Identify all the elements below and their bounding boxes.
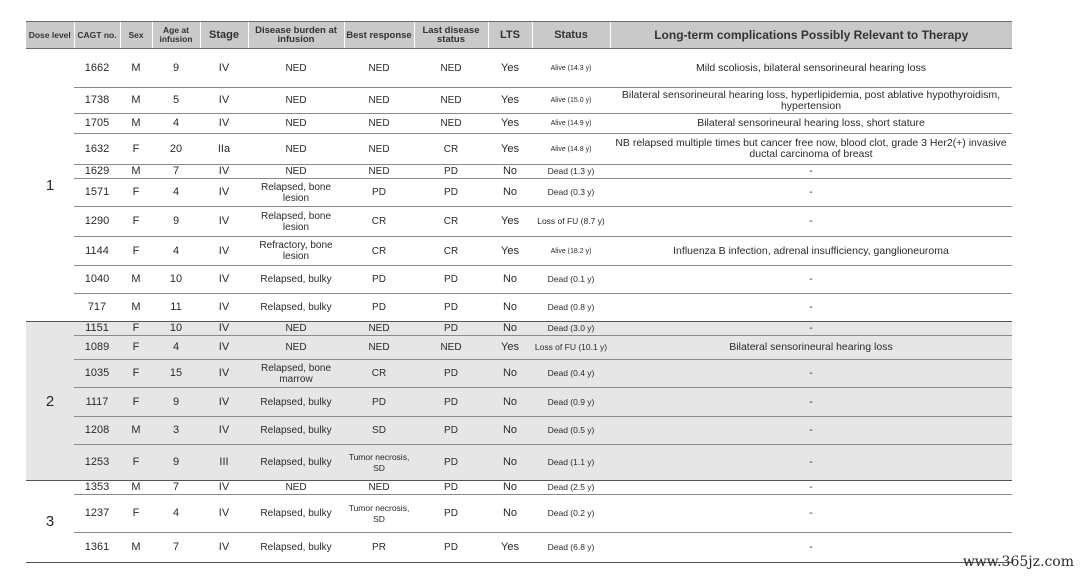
- age-cell: 7: [152, 533, 200, 563]
- header-best-response: Best response: [344, 22, 414, 49]
- lts-cell: Yes: [488, 88, 532, 114]
- best-response-cell: Tumor necrosis, SD: [344, 495, 414, 533]
- best-response-cell: PD: [344, 179, 414, 207]
- best-response-cell: NED: [344, 481, 414, 495]
- lts-cell: No: [488, 417, 532, 445]
- sex-cell: F: [120, 336, 152, 360]
- status-cell: Dead (0.5 y): [532, 417, 610, 445]
- best-response-cell: PD: [344, 266, 414, 294]
- last-status-cell: PD: [414, 294, 488, 322]
- header-last-status: Last disease status: [414, 22, 488, 49]
- stage-cell: IV: [200, 388, 248, 417]
- sex-cell: F: [120, 134, 152, 165]
- complications-cell: -: [610, 495, 1012, 533]
- age-cell: 4: [152, 237, 200, 266]
- burden-cell: Refractory, bone lesion: [248, 237, 344, 266]
- status-cell: Alive (14.3 y): [532, 49, 610, 88]
- best-response-cell: NED: [344, 134, 414, 165]
- status-cell: Dead (0.4 y): [532, 360, 610, 388]
- cagt-cell: 1237: [74, 495, 120, 533]
- status-cell: Alive (14.9 y): [532, 114, 610, 134]
- table-row: [26, 445, 1012, 481]
- status-cell: Dead (0.1 y): [532, 266, 610, 294]
- burden-cell: Relapsed, bone lesion: [248, 179, 344, 207]
- complications-cell: -: [610, 388, 1012, 417]
- lts-cell: No: [488, 360, 532, 388]
- last-status-cell: PD: [414, 533, 488, 563]
- lts-cell: No: [488, 179, 532, 207]
- lts-cell: Yes: [488, 237, 532, 266]
- age-cell: 9: [152, 207, 200, 237]
- lts-cell: No: [488, 294, 532, 322]
- dose-level-cell: 1: [26, 49, 74, 322]
- complications-cell: Influenza B infection, adrenal insufficiency, ganglioneuroma: [610, 237, 1012, 266]
- dose-group-2: [26, 322, 1012, 481]
- last-status-cell: CR: [414, 134, 488, 165]
- stage-cell: IV: [200, 207, 248, 237]
- last-status-cell: CR: [414, 207, 488, 237]
- dose-level-cell: 3: [26, 481, 74, 563]
- lts-cell: Yes: [488, 114, 532, 134]
- stage-cell: III: [200, 445, 248, 481]
- table-header: [26, 22, 1012, 49]
- dose-group-1: [26, 49, 1012, 322]
- cagt-cell: 717: [74, 294, 120, 322]
- lts-cell: No: [488, 266, 532, 294]
- complications-cell: Bilateral sensorineural hearing loss, short stature: [610, 114, 1012, 134]
- complications-cell: -: [610, 294, 1012, 322]
- lts-cell: No: [488, 445, 532, 481]
- burden-cell: NED: [248, 481, 344, 495]
- sex-cell: M: [120, 114, 152, 134]
- sex-cell: M: [120, 165, 152, 179]
- stage-cell: IV: [200, 360, 248, 388]
- header-complications: Long-term complications Possibly Relevant to Therapy: [610, 22, 1012, 49]
- status-cell: Alive (14.8 y): [532, 134, 610, 165]
- status-cell: Dead (1.1 y): [532, 445, 610, 481]
- complications-cell: -: [610, 179, 1012, 207]
- header-status: Status: [532, 22, 610, 49]
- table-row: [26, 165, 1012, 179]
- stage-cell: IV: [200, 481, 248, 495]
- age-cell: 20: [152, 134, 200, 165]
- last-status-cell: CR: [414, 237, 488, 266]
- stage-cell: IV: [200, 495, 248, 533]
- clinical-outcomes-table: [26, 21, 1012, 563]
- header-disease-burden: Disease burden at infusion: [248, 22, 344, 49]
- last-status-cell: PD: [414, 179, 488, 207]
- cagt-cell: 1040: [74, 266, 120, 294]
- burden-cell: NED: [248, 114, 344, 134]
- status-cell: Loss of FU (10.1 y): [532, 336, 610, 360]
- stage-cell: IV: [200, 533, 248, 563]
- age-cell: 9: [152, 445, 200, 481]
- cagt-cell: 1353: [74, 481, 120, 495]
- age-cell: 9: [152, 49, 200, 88]
- table-row: [26, 322, 1012, 336]
- complications-cell: -: [610, 445, 1012, 481]
- table-row: [26, 495, 1012, 533]
- cagt-cell: 1290: [74, 207, 120, 237]
- sex-cell: F: [120, 322, 152, 336]
- lts-cell: No: [488, 165, 532, 179]
- header-stage: Stage: [200, 22, 248, 49]
- complications-cell: -: [610, 360, 1012, 388]
- stage-cell: IV: [200, 237, 248, 266]
- cagt-cell: 1571: [74, 179, 120, 207]
- table-row: [26, 388, 1012, 417]
- burden-cell: Relapsed, bulky: [248, 417, 344, 445]
- stage-cell: IV: [200, 322, 248, 336]
- age-cell: 9: [152, 388, 200, 417]
- lts-cell: Yes: [488, 336, 532, 360]
- stage-cell: IV: [200, 266, 248, 294]
- watermark-text: www.365jz.com: [962, 554, 1074, 570]
- header-lts: LTS: [488, 22, 532, 49]
- best-response-cell: CR: [344, 207, 414, 237]
- complications-cell: Bilateral sensorineural hearing loss: [610, 336, 1012, 360]
- stage-cell: IV: [200, 336, 248, 360]
- complications-cell: -: [610, 481, 1012, 495]
- header-age: Age at infusion: [152, 22, 200, 49]
- burden-cell: NED: [248, 336, 344, 360]
- cagt-cell: 1632: [74, 134, 120, 165]
- sex-cell: M: [120, 481, 152, 495]
- best-response-cell: NED: [344, 88, 414, 114]
- status-cell: Dead (3.0 y): [532, 322, 610, 336]
- complications-cell: Mild scoliosis, bilateral sensorineural hearing loss: [610, 49, 1012, 88]
- stage-cell: IV: [200, 165, 248, 179]
- lts-cell: Yes: [488, 533, 532, 563]
- cagt-cell: 1253: [74, 445, 120, 481]
- lts-cell: Yes: [488, 207, 532, 237]
- stage-cell: IV: [200, 49, 248, 88]
- age-cell: 4: [152, 336, 200, 360]
- complications-cell: -: [610, 533, 1012, 563]
- burden-cell: Relapsed, bulky: [248, 445, 344, 481]
- sex-cell: F: [120, 207, 152, 237]
- table-row: [26, 360, 1012, 388]
- lts-cell: No: [488, 481, 532, 495]
- stage-cell: IIa: [200, 134, 248, 165]
- burden-cell: Relapsed, bulky: [248, 294, 344, 322]
- table-row: [26, 417, 1012, 445]
- best-response-cell: SD: [344, 417, 414, 445]
- table-row: [26, 237, 1012, 266]
- header-sex: Sex: [120, 22, 152, 49]
- age-cell: 4: [152, 495, 200, 533]
- best-response-cell: NED: [344, 165, 414, 179]
- burden-cell: NED: [248, 49, 344, 88]
- best-response-cell: CR: [344, 237, 414, 266]
- complications-cell: -: [610, 266, 1012, 294]
- status-cell: Dead (0.3 y): [532, 179, 610, 207]
- age-cell: 5: [152, 88, 200, 114]
- status-cell: Dead (0.8 y): [532, 294, 610, 322]
- last-status-cell: PD: [414, 417, 488, 445]
- table-row: [26, 294, 1012, 322]
- lts-cell: Yes: [488, 49, 532, 88]
- burden-cell: Relapsed, bulky: [248, 388, 344, 417]
- sex-cell: F: [120, 495, 152, 533]
- table-row: [26, 114, 1012, 134]
- complications-cell: Bilateral sensorineural hearing loss, hyperlipidemia, post ablative hypothyroidism, hypertension: [610, 88, 1012, 114]
- status-cell: Alive (15.0 y): [532, 88, 610, 114]
- complications-cell: -: [610, 417, 1012, 445]
- last-status-cell: NED: [414, 88, 488, 114]
- sex-cell: M: [120, 533, 152, 563]
- sex-cell: F: [120, 360, 152, 388]
- sex-cell: M: [120, 88, 152, 114]
- lts-cell: No: [488, 388, 532, 417]
- last-status-cell: PD: [414, 266, 488, 294]
- burden-cell: NED: [248, 88, 344, 114]
- burden-cell: Relapsed, bulky: [248, 495, 344, 533]
- sex-cell: F: [120, 179, 152, 207]
- complications-cell: -: [610, 207, 1012, 237]
- age-cell: 4: [152, 114, 200, 134]
- table-row: [26, 533, 1012, 563]
- last-status-cell: PD: [414, 445, 488, 481]
- dose-level-cell: 2: [26, 322, 74, 481]
- sex-cell: F: [120, 388, 152, 417]
- complications-cell: NB relapsed multiple times but cancer free now, blood clot, grade 3 Her2(+) invasive ductal carcinoma of breast: [610, 134, 1012, 165]
- best-response-cell: NED: [344, 49, 414, 88]
- dose-group-3: [26, 481, 1012, 563]
- cagt-cell: 1035: [74, 360, 120, 388]
- table-row: [26, 49, 1012, 88]
- table-row: [26, 88, 1012, 114]
- last-status-cell: PD: [414, 481, 488, 495]
- burden-cell: NED: [248, 134, 344, 165]
- age-cell: 11: [152, 294, 200, 322]
- cagt-cell: 1361: [74, 533, 120, 563]
- table-row: [26, 134, 1012, 165]
- last-status-cell: PD: [414, 165, 488, 179]
- lts-cell: No: [488, 322, 532, 336]
- burden-cell: Relapsed, bulky: [248, 533, 344, 563]
- status-cell: Dead (6.8 y): [532, 533, 610, 563]
- complications-cell: -: [610, 165, 1012, 179]
- sex-cell: F: [120, 445, 152, 481]
- cagt-cell: 1144: [74, 237, 120, 266]
- burden-cell: Relapsed, bone lesion: [248, 207, 344, 237]
- table-row: [26, 207, 1012, 237]
- age-cell: 4: [152, 179, 200, 207]
- age-cell: 7: [152, 165, 200, 179]
- best-response-cell: NED: [344, 322, 414, 336]
- last-status-cell: NED: [414, 336, 488, 360]
- stage-cell: IV: [200, 179, 248, 207]
- table-row: [26, 336, 1012, 360]
- stage-cell: IV: [200, 294, 248, 322]
- age-cell: 15: [152, 360, 200, 388]
- best-response-cell: PD: [344, 388, 414, 417]
- best-response-cell: NED: [344, 114, 414, 134]
- status-cell: Dead (0.9 y): [532, 388, 610, 417]
- best-response-cell: Tumor necrosis, SD: [344, 445, 414, 481]
- table-row: [26, 481, 1012, 495]
- burden-cell: NED: [248, 322, 344, 336]
- cagt-cell: 1629: [74, 165, 120, 179]
- cagt-cell: 1662: [74, 49, 120, 88]
- table-row: [26, 179, 1012, 207]
- complications-cell: -: [610, 322, 1012, 336]
- table-row: [26, 266, 1012, 294]
- cagt-cell: 1117: [74, 388, 120, 417]
- stage-cell: IV: [200, 88, 248, 114]
- stage-cell: IV: [200, 417, 248, 445]
- cagt-cell: 1151: [74, 322, 120, 336]
- sex-cell: M: [120, 49, 152, 88]
- burden-cell: Relapsed, bone marrow: [248, 360, 344, 388]
- best-response-cell: CR: [344, 360, 414, 388]
- sex-cell: F: [120, 237, 152, 266]
- age-cell: 10: [152, 266, 200, 294]
- age-cell: 10: [152, 322, 200, 336]
- lts-cell: No: [488, 495, 532, 533]
- last-status-cell: PD: [414, 360, 488, 388]
- status-cell: Loss of FU (8.7 y): [532, 207, 610, 237]
- burden-cell: Relapsed, bulky: [248, 266, 344, 294]
- header-dose-level: Dose level: [26, 22, 74, 49]
- status-cell: Dead (0.2 y): [532, 495, 610, 533]
- burden-cell: NED: [248, 165, 344, 179]
- last-status-cell: NED: [414, 114, 488, 134]
- status-cell: Dead (1.3 y): [532, 165, 610, 179]
- best-response-cell: NED: [344, 336, 414, 360]
- best-response-cell: PD: [344, 294, 414, 322]
- cagt-cell: 1089: [74, 336, 120, 360]
- last-status-cell: PD: [414, 495, 488, 533]
- best-response-cell: PR: [344, 533, 414, 563]
- header-cagt-no: CAGT no.: [74, 22, 120, 49]
- cagt-cell: 1738: [74, 88, 120, 114]
- status-cell: Alive (18.2 y): [532, 237, 610, 266]
- lts-cell: Yes: [488, 134, 532, 165]
- cagt-cell: 1705: [74, 114, 120, 134]
- last-status-cell: NED: [414, 49, 488, 88]
- cagt-cell: 1208: [74, 417, 120, 445]
- sex-cell: M: [120, 266, 152, 294]
- sex-cell: M: [120, 294, 152, 322]
- sex-cell: M: [120, 417, 152, 445]
- last-status-cell: PD: [414, 322, 488, 336]
- age-cell: 3: [152, 417, 200, 445]
- last-status-cell: PD: [414, 388, 488, 417]
- status-cell: Dead (2.5 y): [532, 481, 610, 495]
- stage-cell: IV: [200, 114, 248, 134]
- age-cell: 7: [152, 481, 200, 495]
